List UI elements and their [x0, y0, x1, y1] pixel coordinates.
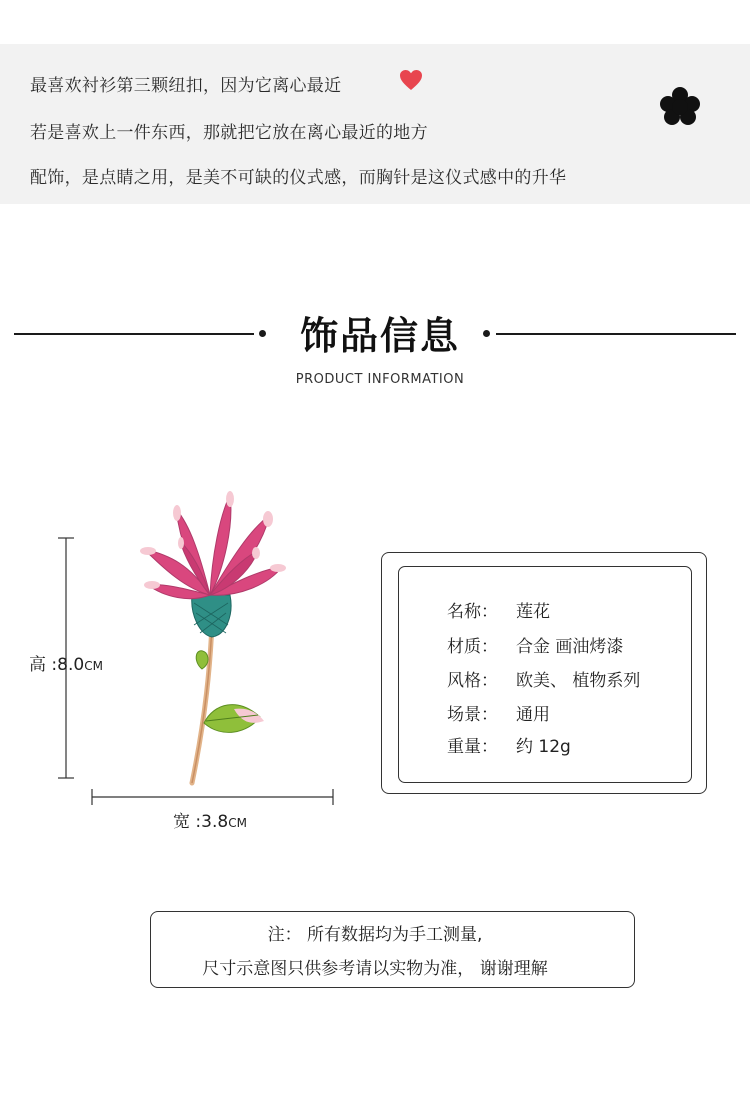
section-subtitle: PRODUCT INFORMATION	[295, 372, 465, 387]
section-title: 饰品信息	[299, 314, 460, 358]
spec-label: 风格：	[447, 671, 498, 691]
brooch-image	[130, 485, 290, 790]
height-unit: CM	[84, 659, 103, 673]
spec-value: 莲花	[516, 602, 550, 622]
width-value: 3.8	[201, 812, 229, 832]
note-line-1: 注： 所有数据均为手工测量,	[267, 925, 483, 945]
width-dimension	[173, 807, 247, 832]
spec-label: 重量：	[447, 737, 498, 757]
width-label: 宽 :	[173, 812, 202, 832]
spec-label: 材质：	[447, 637, 498, 657]
spec-value: 约 12g	[516, 737, 571, 757]
intro-line-3: 配饰，是点睛之用，是美不可缺的仪式感，而胸针是这仪式感中的升华	[30, 168, 567, 188]
spec-value: 合金 画油烤漆	[516, 637, 624, 657]
intro-line-2: 若是喜欢上一件东西，那就把它放在离心最近的地方	[30, 123, 428, 143]
height-label: 高 :	[29, 655, 58, 675]
spec-row-style	[447, 666, 641, 691]
spec-label: 名称：	[447, 602, 498, 622]
height-dimension	[29, 650, 103, 675]
height-value: 8.0	[57, 655, 85, 675]
spec-label: 场景：	[447, 705, 498, 725]
spec-value: 通用	[516, 705, 550, 725]
spec-row-material	[447, 632, 624, 657]
spec-row-weight	[447, 732, 571, 757]
spec-value: 欧美、 植物系列	[516, 671, 641, 691]
spec-row-name	[447, 597, 550, 622]
width-unit: CM	[228, 816, 247, 830]
spec-row-scene	[447, 700, 550, 725]
intro-line-1: 最喜欢衬衫第三颗纽扣，因为它离心最近	[30, 76, 342, 96]
note-line-2: 尺寸示意图只供参考请以实物为准， 谢谢理解	[202, 959, 548, 979]
